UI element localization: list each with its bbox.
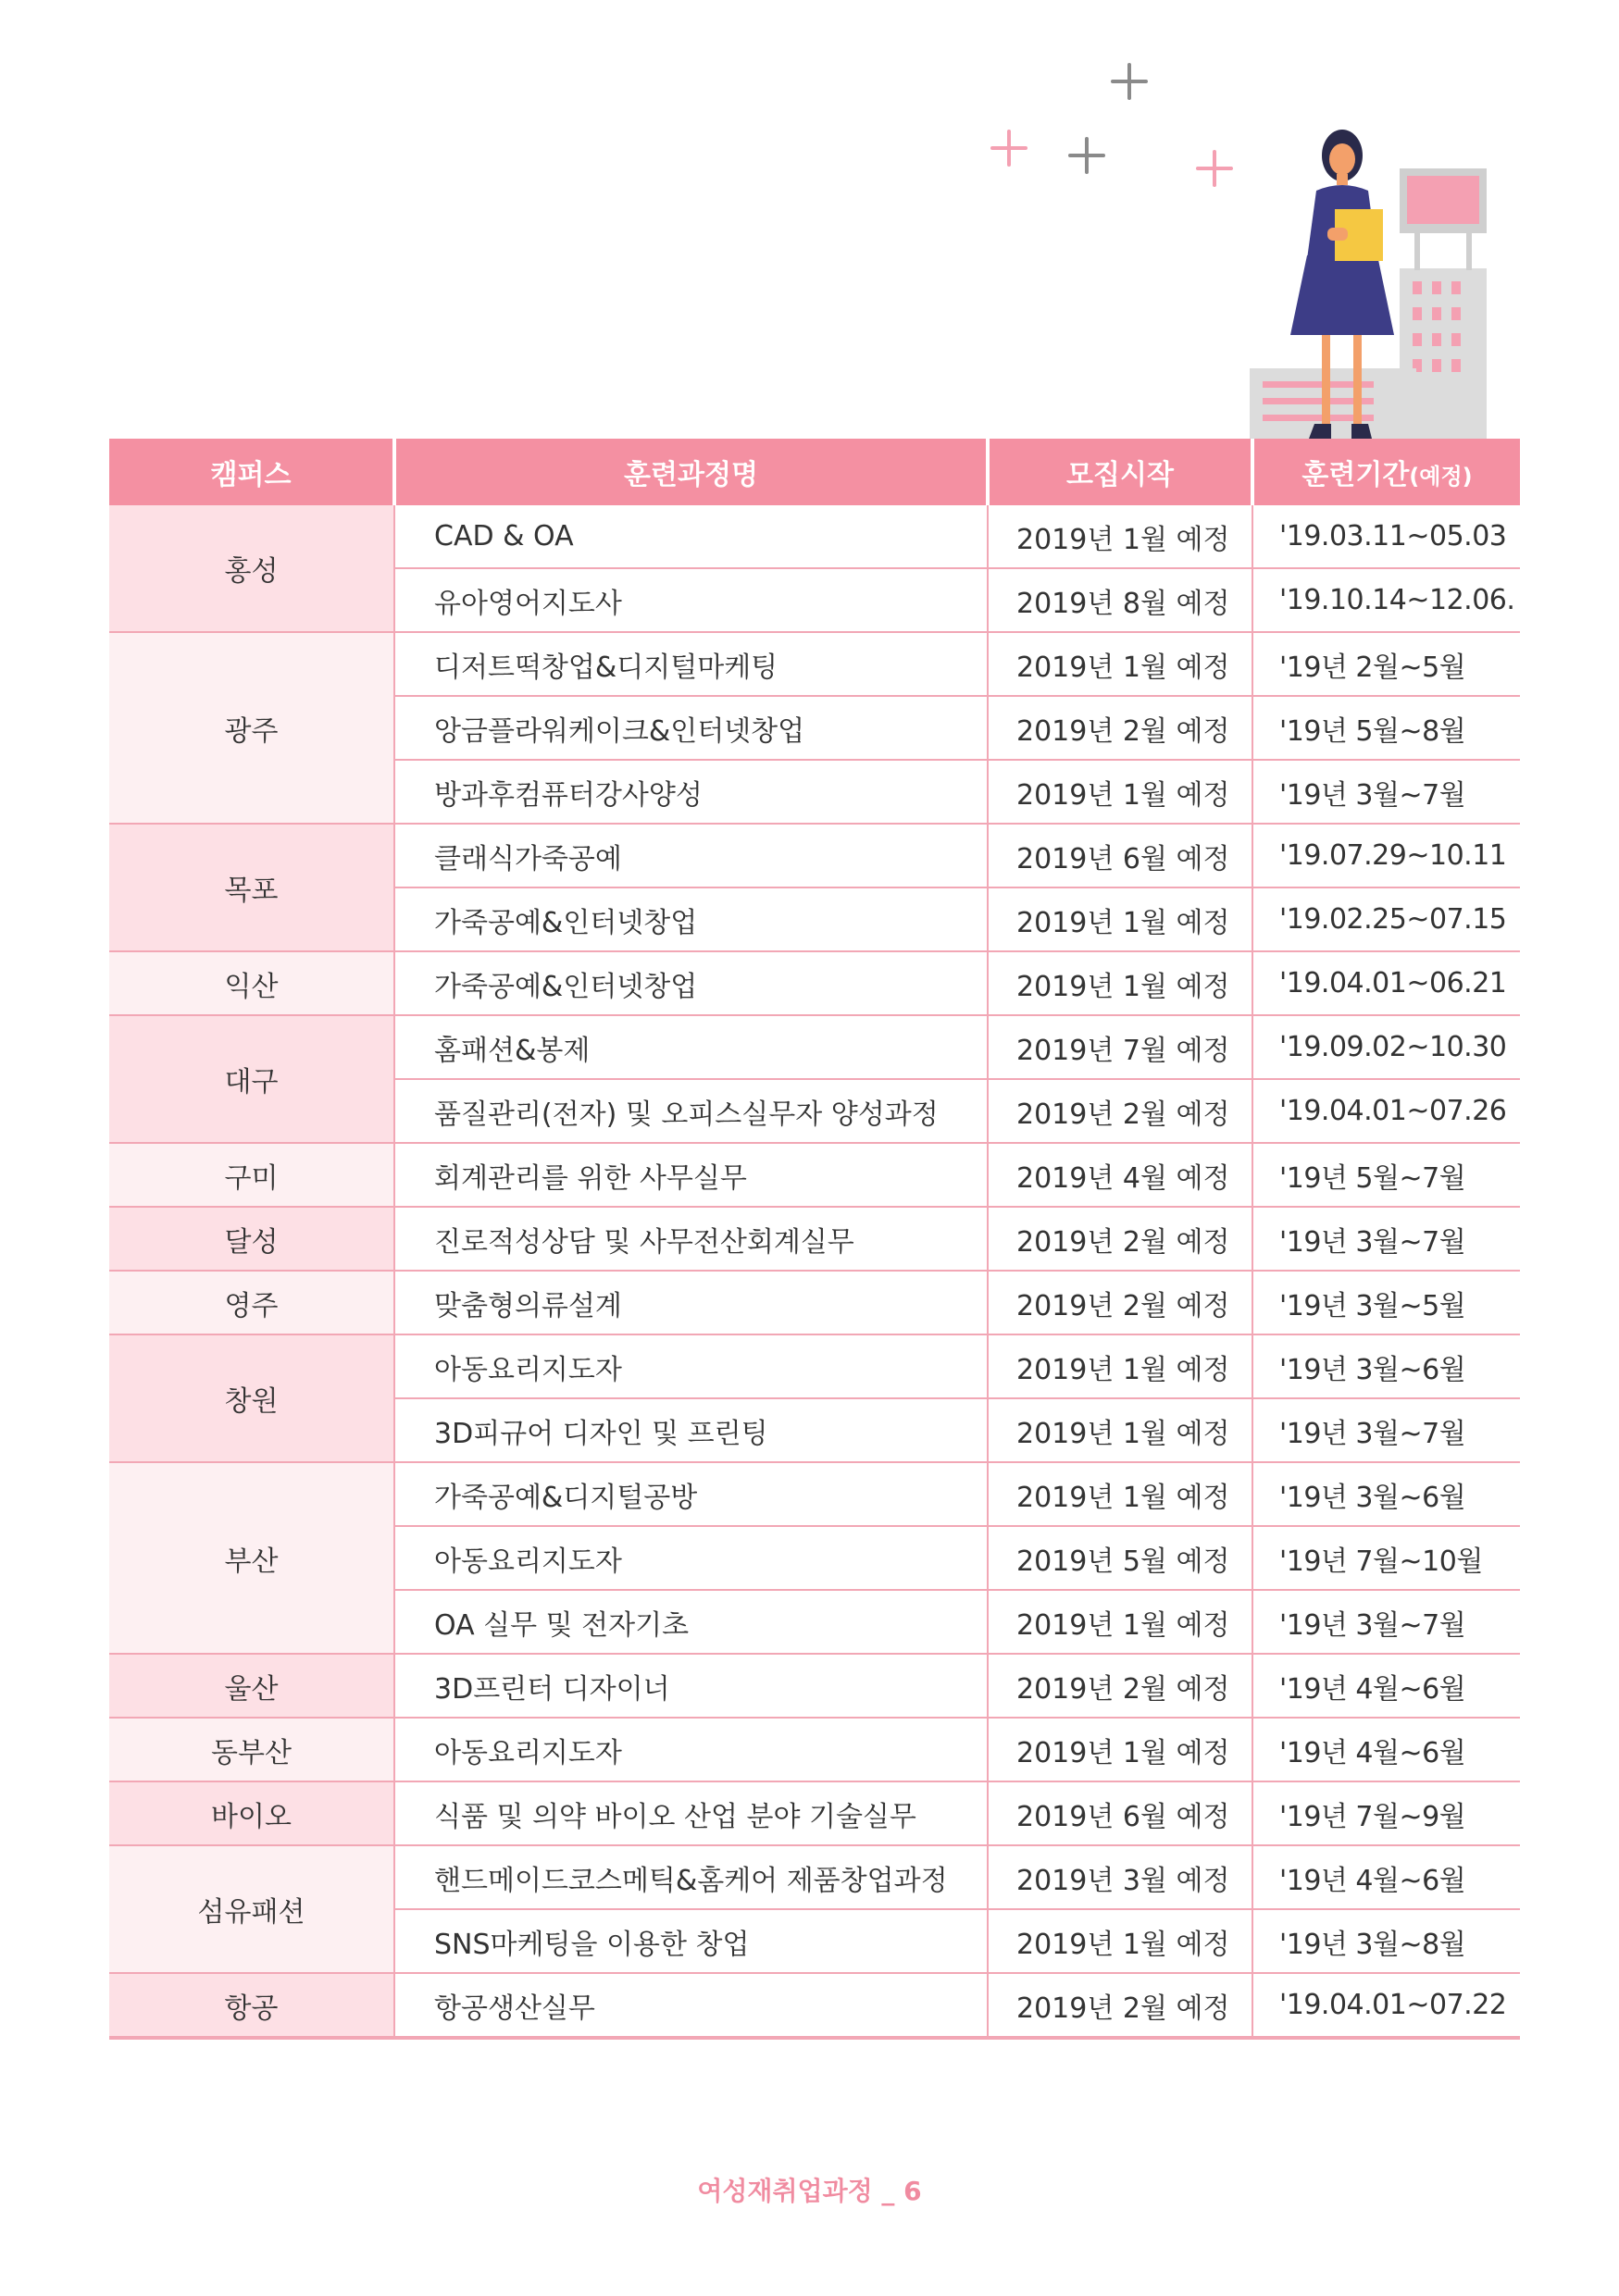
recruit-start-cell: 2019년 2월 예정 xyxy=(988,1207,1252,1271)
table-row xyxy=(109,1207,1520,1271)
table-row xyxy=(109,1781,1520,1845)
campus-cell: 영주 xyxy=(109,1271,394,1334)
course-cell: 앙금플라워케이크&인터넷창업 xyxy=(394,696,988,760)
course-cell: 핸드메이드코스메틱&홈케어 제품창업과정 xyxy=(394,1845,988,1909)
course-cell: 진로적성상담 및 사무전산회계실무 xyxy=(394,1207,988,1271)
recruit-start-cell: 2019년 1월 예정 xyxy=(988,1462,1252,1526)
training-period-cell: '19년 3월~6월 xyxy=(1252,1462,1520,1526)
recruit-start-cell: 2019년 1월 예정 xyxy=(988,632,1252,696)
course-cell: SNS마케팅을 이용한 창업 xyxy=(394,1909,988,1973)
campus-cell: 항공 xyxy=(109,1973,394,2038)
header-recruit: 모집시작 xyxy=(988,439,1252,505)
table-row xyxy=(109,1462,1520,1526)
course-cell: 항공생산실무 xyxy=(394,1973,988,2038)
campus-cell: 목포 xyxy=(109,824,394,951)
training-period-cell: '19년 3월~6월 xyxy=(1252,1334,1520,1398)
course-cell: 디저트떡창업&디지털마케팅 xyxy=(394,632,988,696)
recruit-start-cell: 2019년 6월 예정 xyxy=(988,1781,1252,1845)
training-period-cell: '19년 3월~5월 xyxy=(1252,1271,1520,1334)
campus-cell: 부산 xyxy=(109,1462,394,1654)
recruit-start-cell: 2019년 6월 예정 xyxy=(988,824,1252,887)
header-period-label: 훈련기간 xyxy=(1301,459,1410,491)
training-period-cell: '19년 3월~7월 xyxy=(1252,1590,1520,1654)
training-period-cell: '19년 4월~6월 xyxy=(1252,1654,1520,1718)
campus-cell: 달성 xyxy=(109,1207,394,1271)
recruit-start-cell: 2019년 1월 예정 xyxy=(988,760,1252,824)
training-period-cell: '19.09.02~10.30 xyxy=(1252,1015,1520,1079)
campus-cell: 바이오 xyxy=(109,1781,394,1845)
campus-cell: 구미 xyxy=(109,1143,394,1207)
training-course-table xyxy=(109,439,1520,2040)
training-period-cell: '19.04.01~07.22 xyxy=(1252,1973,1520,2038)
training-period-cell: '19년 4월~6월 xyxy=(1252,1845,1520,1909)
course-cell: 유아영어지도사 xyxy=(394,568,988,632)
table-row xyxy=(109,1718,1520,1781)
table-row xyxy=(109,632,1520,696)
course-cell: 가죽공예&인터넷창업 xyxy=(394,951,988,1015)
recruit-start-cell: 2019년 2월 예정 xyxy=(988,1973,1252,2038)
plus-icon xyxy=(992,131,1026,165)
table-header-row xyxy=(109,439,1520,505)
recruit-start-cell: 2019년 2월 예정 xyxy=(988,696,1252,760)
training-period-cell: '19.07.29~10.11 xyxy=(1252,824,1520,887)
training-period-cell: '19년 3월~7월 xyxy=(1252,1398,1520,1462)
course-cell: 3D프린터 디자이너 xyxy=(394,1654,988,1718)
training-period-cell: '19년 4월~6월 xyxy=(1252,1718,1520,1781)
training-period-cell: '19년 3월~8월 xyxy=(1252,1909,1520,1973)
course-cell: 가죽공예&디지털공방 xyxy=(394,1462,988,1526)
recruit-start-cell: 2019년 7월 예정 xyxy=(988,1015,1252,1079)
course-cell: 아동요리지도자 xyxy=(394,1718,988,1781)
campus-cell: 대구 xyxy=(109,1015,394,1143)
table-row xyxy=(109,1845,1520,1909)
recruit-start-cell: 2019년 3월 예정 xyxy=(988,1845,1252,1909)
course-cell: 식품 및 의약 바이오 산업 분야 기술실무 xyxy=(394,1781,988,1845)
table-row xyxy=(109,1143,1520,1207)
header-period xyxy=(1252,439,1520,505)
table-row xyxy=(109,1271,1520,1334)
recruit-start-cell: 2019년 1월 예정 xyxy=(988,1909,1252,1973)
recruit-start-cell: 2019년 1월 예정 xyxy=(988,1334,1252,1398)
header-course: 훈련과정명 xyxy=(394,439,988,505)
campus-cell: 창원 xyxy=(109,1334,394,1462)
training-period-cell: '19년 7월~9월 xyxy=(1252,1781,1520,1845)
recruit-start-cell: 2019년 1월 예정 xyxy=(988,951,1252,1015)
table-row xyxy=(109,824,1520,887)
plus-icon xyxy=(1113,65,1146,98)
training-period-cell: '19.10.14~12.06. xyxy=(1252,568,1520,632)
course-cell: 아동요리지도자 xyxy=(394,1526,988,1590)
table-row xyxy=(109,505,1520,568)
course-cell: 3D피규어 디자인 및 프린팅 xyxy=(394,1398,988,1462)
course-cell: OA 실무 및 전자기초 xyxy=(394,1590,988,1654)
recruit-start-cell: 2019년 1월 예정 xyxy=(988,1590,1252,1654)
training-period-cell: '19년 5월~7월 xyxy=(1252,1143,1520,1207)
recruit-start-cell: 2019년 2월 예정 xyxy=(988,1654,1252,1718)
header-campus: 캠퍼스 xyxy=(109,439,394,505)
training-period-cell: '19년 3월~7월 xyxy=(1252,760,1520,824)
campus-cell: 홍성 xyxy=(109,505,394,632)
course-cell: 품질관리(전자) 및 오피스실무자 양성과정 xyxy=(394,1079,988,1143)
plus-icon xyxy=(1070,139,1103,172)
course-cell: CAD & OA xyxy=(394,505,988,568)
course-cell: 아동요리지도자 xyxy=(394,1334,988,1398)
table-row xyxy=(109,1654,1520,1718)
page-footer: 여성재취업과정 _ 6 xyxy=(697,2176,922,2206)
course-cell: 방과후컴퓨터강사양성 xyxy=(394,760,988,824)
recruit-start-cell: 2019년 2월 예정 xyxy=(988,1271,1252,1334)
table-row xyxy=(109,951,1520,1015)
recruit-start-cell: 2019년 4월 예정 xyxy=(988,1143,1252,1207)
training-period-cell: '19.02.25~07.15 xyxy=(1252,887,1520,951)
table-row xyxy=(109,1334,1520,1398)
training-period-cell: '19년 2월~5월 xyxy=(1252,632,1520,696)
training-period-cell: '19년 7월~10월 xyxy=(1252,1526,1520,1590)
plus-icon xyxy=(1198,152,1231,185)
header-period-note: (예정) xyxy=(1409,464,1473,490)
recruit-start-cell: 2019년 2월 예정 xyxy=(988,1079,1252,1143)
header-illustration xyxy=(972,46,1527,444)
recruit-start-cell: 2019년 1월 예정 xyxy=(988,1398,1252,1462)
campus-cell: 익산 xyxy=(109,951,394,1015)
course-cell: 홈패션&봉제 xyxy=(394,1015,988,1079)
recruit-start-cell: 2019년 5월 예정 xyxy=(988,1526,1252,1590)
campus-cell: 울산 xyxy=(109,1654,394,1718)
campus-cell: 광주 xyxy=(109,632,394,824)
campus-cell: 동부산 xyxy=(109,1718,394,1781)
table-body xyxy=(109,505,1520,2038)
training-period-cell: '19.04.01~06.21 xyxy=(1252,951,1520,1015)
training-period-cell: '19.03.11~05.03 xyxy=(1252,505,1520,568)
course-cell: 맞춤형의류설계 xyxy=(394,1271,988,1334)
course-cell: 회계관리를 위한 사무실무 xyxy=(394,1143,988,1207)
recruit-start-cell: 2019년 8월 예정 xyxy=(988,568,1252,632)
course-cell: 가죽공예&인터넷창업 xyxy=(394,887,988,951)
training-period-cell: '19년 5월~8월 xyxy=(1252,696,1520,760)
recruit-start-cell: 2019년 1월 예정 xyxy=(988,1718,1252,1781)
training-period-cell: '19.04.01~07.26 xyxy=(1252,1079,1520,1143)
training-period-cell: '19년 3월~7월 xyxy=(1252,1207,1520,1271)
campus-cell: 섬유패션 xyxy=(109,1845,394,1973)
table-row xyxy=(109,1015,1520,1079)
recruit-start-cell: 2019년 1월 예정 xyxy=(988,505,1252,568)
course-cell: 클래식가죽공예 xyxy=(394,824,988,887)
table-row xyxy=(109,1973,1520,2038)
recruit-start-cell: 2019년 1월 예정 xyxy=(988,887,1252,951)
